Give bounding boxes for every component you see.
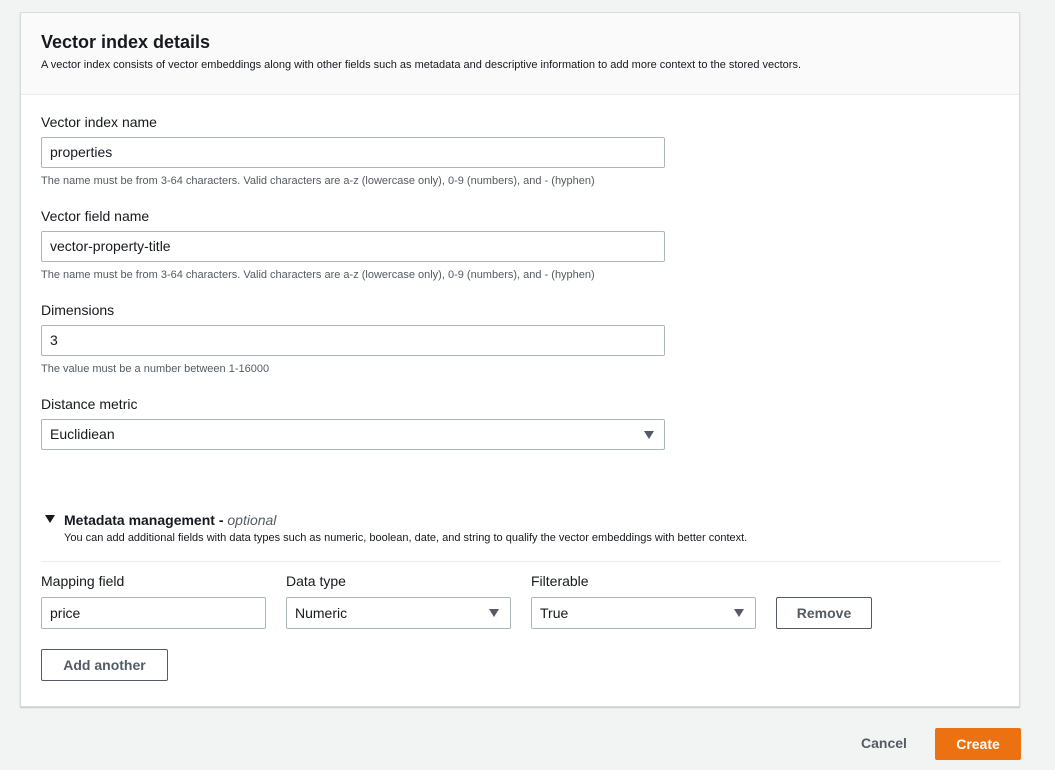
distance-metric-label: Distance metric bbox=[41, 396, 138, 412]
caret-down-icon bbox=[644, 431, 654, 439]
expand-triangle-icon[interactable] bbox=[45, 515, 55, 523]
divider bbox=[41, 561, 1001, 562]
data-type-select[interactable] bbox=[286, 597, 511, 629]
cancel-button[interactable]: Cancel bbox=[861, 735, 907, 751]
create-button[interactable]: Create bbox=[935, 728, 1021, 760]
filterable-value: True bbox=[540, 605, 569, 621]
mapping-field-label: Mapping field bbox=[41, 573, 125, 589]
panel-title: Vector index details bbox=[41, 32, 211, 52]
vector-index-details-panel bbox=[20, 12, 1020, 707]
dimensions-input[interactable]: 3 bbox=[41, 325, 665, 356]
data-type-label: Data type bbox=[286, 573, 346, 589]
remove-button[interactable]: Remove bbox=[776, 597, 872, 629]
index-name-hint: The name must be from 3-64 characters. Valid characters are a-z (lowercase only), 0-9 (numbers), and - (hyphen) bbox=[41, 175, 595, 187]
mapping-field-input[interactable]: price bbox=[41, 597, 266, 629]
panel-description: A vector index consists of vector embeddings along with other fields such as metadata and descriptive information to add more context to the stored vectors. bbox=[41, 59, 802, 71]
distance-metric-select[interactable] bbox=[41, 419, 665, 450]
index-name-input[interactable]: properties bbox=[41, 137, 665, 168]
metadata-title: Metadata management - bbox=[64, 512, 228, 528]
data-type-value: Numeric bbox=[295, 605, 348, 621]
panel-header bbox=[21, 13, 1019, 95]
filterable-select[interactable] bbox=[531, 597, 756, 629]
index-name-label: Vector index name bbox=[41, 114, 157, 130]
dimensions-label: Dimensions bbox=[41, 302, 115, 318]
caret-down-icon bbox=[734, 609, 744, 617]
metadata-description: You can add additional fields with data types such as numeric, boolean, date, and string to qualify the vector embeddings with better context. bbox=[64, 532, 748, 544]
metadata-management-toggle[interactable] bbox=[64, 512, 276, 528]
vector-field-name-label: Vector field name bbox=[41, 208, 150, 224]
metadata-optional: optional bbox=[227, 512, 277, 528]
distance-metric-value: Euclidiean bbox=[50, 426, 115, 442]
add-another-button[interactable]: Add another bbox=[41, 649, 168, 681]
dimensions-hint: The value must be a number between 1-16000 bbox=[41, 363, 270, 375]
caret-down-icon bbox=[489, 609, 499, 617]
vector-field-name-input[interactable]: vector-property-title bbox=[41, 231, 665, 262]
filterable-label: Filterable bbox=[531, 573, 589, 589]
vector-field-name-hint: The name must be from 3-64 characters. Valid characters are a-z (lowercase only), 0-9 (numbers), and - (hyphen) bbox=[41, 269, 595, 281]
